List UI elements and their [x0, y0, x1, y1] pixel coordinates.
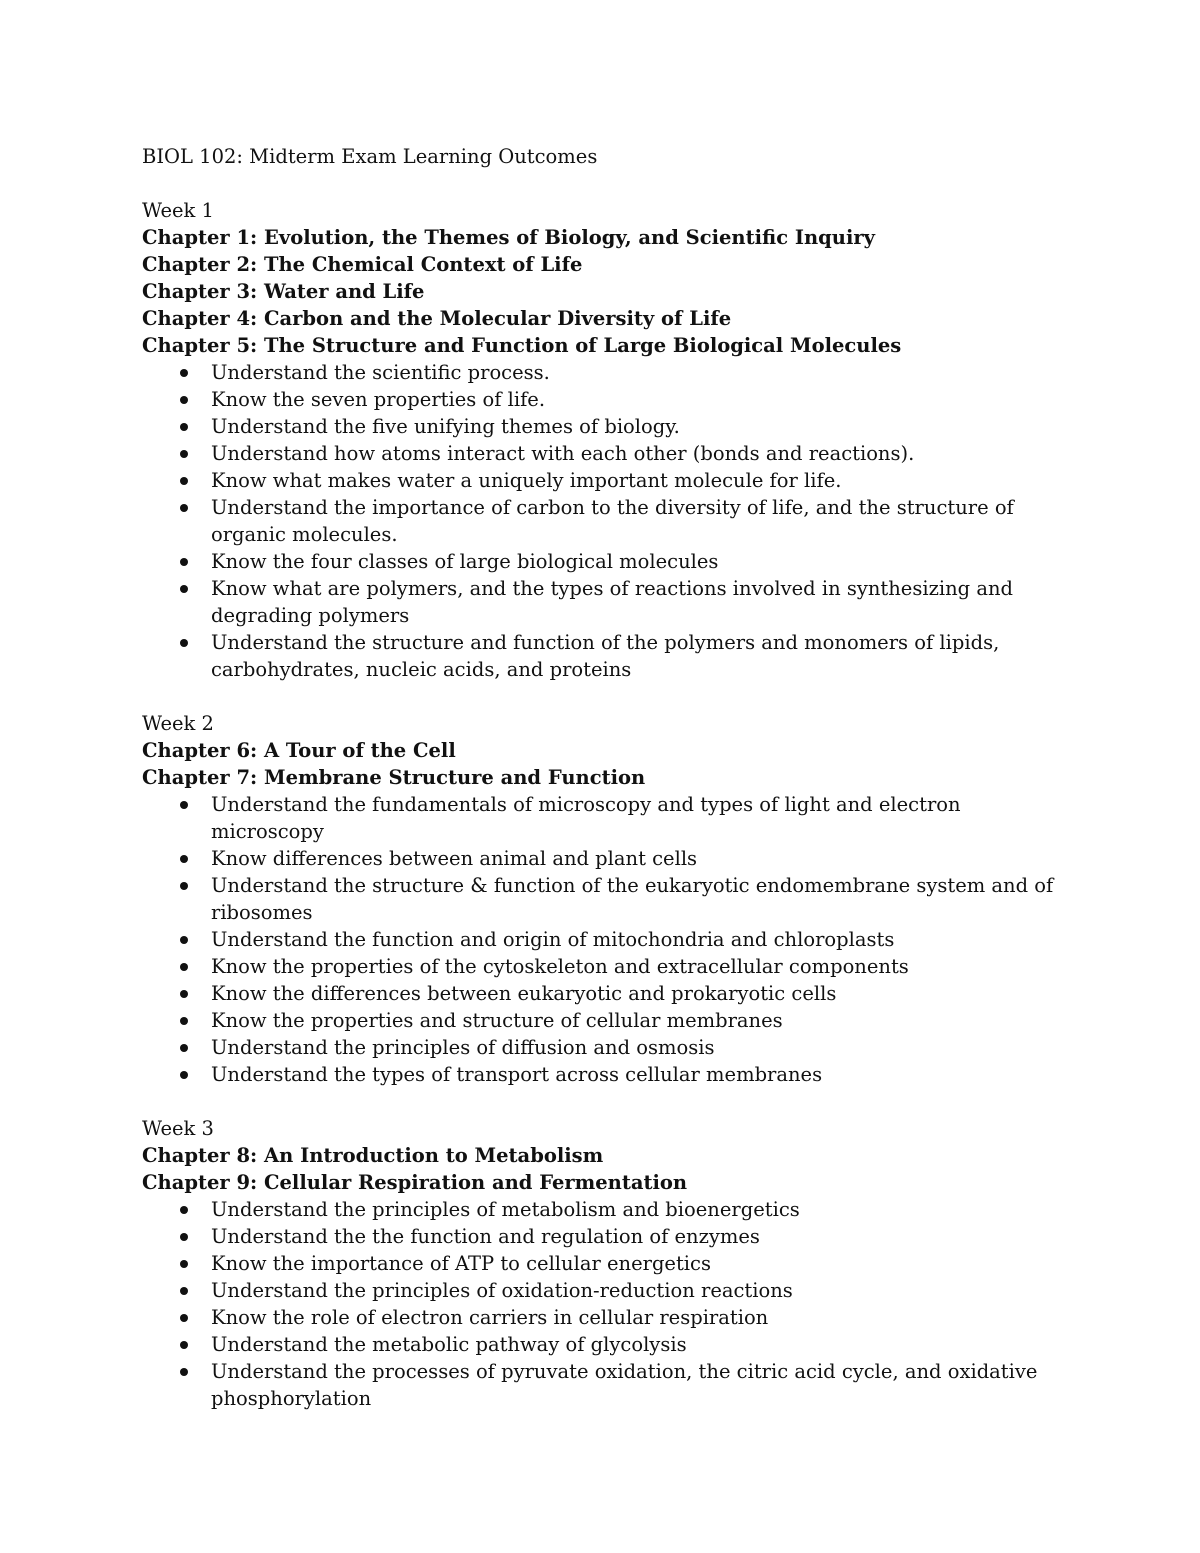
chapter-heading: Chapter 1: Evolution, the Themes of Biology, and Scientific Inquiry — [142, 226, 875, 249]
chapter-heading: Chapter 5: The Structure and Function of Large Biological Molecules — [142, 334, 902, 357]
outcome-item: Understand the structure and function of the polymers and monomers of lipids, carbohydrates, nucleic acids, and proteins — [211, 629, 1062, 683]
chapter-heading: Chapter 6: A Tour of the Cell — [142, 739, 456, 762]
chapter-heading: Chapter 4: Carbon and the Molecular Diversity of Life — [142, 307, 732, 330]
outcome-item: Understand the types of transport across cellular membranes — [211, 1061, 1062, 1088]
outcome-item: Understand the five unifying themes of biology. — [211, 413, 1062, 440]
outcome-item: Understand the importance of carbon to the diversity of life, and the structure of organic molecules. — [211, 494, 1062, 548]
outcome-list — [142, 791, 1062, 1088]
outcome-list — [142, 1196, 1062, 1412]
week-label: Week 3 — [142, 1117, 214, 1140]
outcome-item: Know what are polymers, and the types of reactions involved in synthesizing and degrading polymers — [211, 575, 1062, 629]
document-title: BIOL 102: Midterm Exam Learning Outcomes — [142, 145, 598, 168]
outcome-item: Understand the the function and regulation of enzymes — [211, 1223, 1062, 1250]
week-label: Week 2 — [142, 712, 214, 735]
outcome-item: Understand the metabolic pathway of glycolysis — [211, 1331, 1062, 1358]
outcome-item: Know the differences between eukaryotic and prokaryotic cells — [211, 980, 1062, 1007]
chapter-heading: Chapter 2: The Chemical Context of Life — [142, 253, 583, 276]
outcome-item: Understand the scientific process. — [211, 359, 1062, 386]
outcome-item: Understand the structure & function of the eukaryotic endomembrane system and of ribosomes — [211, 872, 1062, 926]
outcome-item: Know the seven properties of life. — [211, 386, 1062, 413]
outcome-item: Know differences between animal and plant cells — [211, 845, 1062, 872]
outcome-item: Know the properties of the cytoskeleton and extracellular components — [211, 953, 1062, 980]
outcome-item: Understand the fundamentals of microscopy and types of light and electron microscopy — [211, 791, 1062, 845]
outcome-item: Understand the function and origin of mitochondria and chloroplasts — [211, 926, 1062, 953]
outcome-item: Know what makes water a uniquely important molecule for life. — [211, 467, 1062, 494]
outcome-item: Understand the principles of metabolism and bioenergetics — [211, 1196, 1062, 1223]
outcome-item: Know the four classes of large biological molecules — [211, 548, 1062, 575]
outcome-item: Know the properties and structure of cellular membranes — [211, 1007, 1062, 1034]
chapter-heading: Chapter 9: Cellular Respiration and Fermentation — [142, 1171, 688, 1194]
chapter-heading: Chapter 7: Membrane Structure and Function — [142, 766, 646, 789]
outcome-item: Understand how atoms interact with each other (bonds and reactions). — [211, 440, 1062, 467]
outcome-item: Know the role of electron carriers in cellular respiration — [211, 1304, 1062, 1331]
week-section — [142, 710, 1062, 1088]
outcome-item: Understand the processes of pyruvate oxidation, the citric acid cycle, and oxidative phosphorylation — [211, 1358, 1062, 1412]
week-section — [142, 1115, 1062, 1412]
chapter-heading: Chapter 3: Water and Life — [142, 280, 425, 303]
outcome-item: Know the importance of ATP to cellular energetics — [211, 1250, 1062, 1277]
document-page — [142, 143, 1062, 1439]
chapter-heading: Chapter 8: An Introduction to Metabolism — [142, 1144, 604, 1167]
outcome-item: Understand the principles of oxidation-reduction reactions — [211, 1277, 1062, 1304]
outcome-list — [142, 359, 1062, 683]
week-section — [142, 197, 1062, 683]
week-label: Week 1 — [142, 199, 214, 222]
outcome-item: Understand the principles of diffusion and osmosis — [211, 1034, 1062, 1061]
